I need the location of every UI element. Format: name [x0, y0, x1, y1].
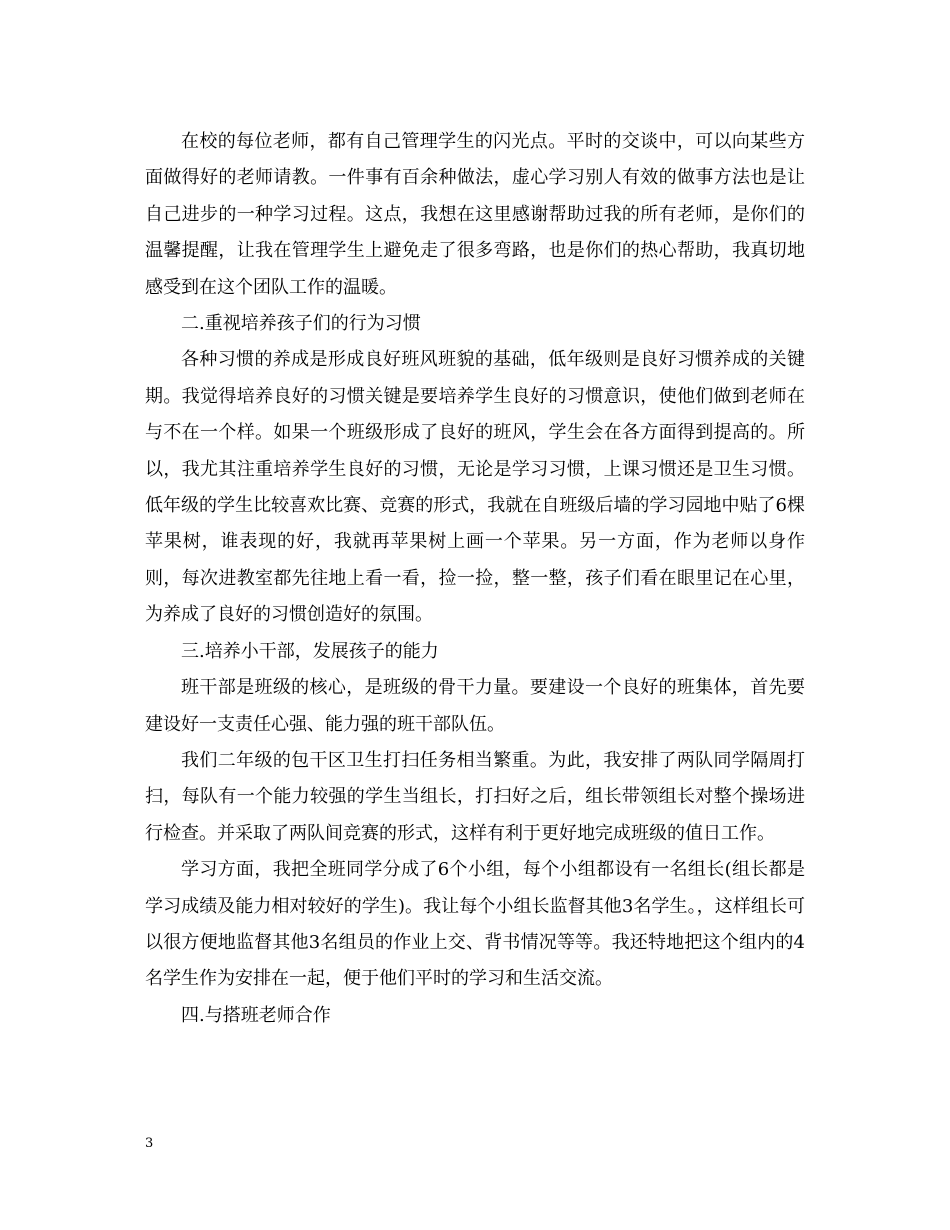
document-body: [145, 124, 805, 1034]
paragraph-class-cadres: 班干部是班级的核心，是班级的骨干力量。要建设一个良好的班集体，首先要建设好一支责任心强、能力强的班干部队伍。: [145, 677, 805, 735]
section-heading-class-cadres: 三.培养小干部，发展孩子的能力: [181, 640, 439, 662]
section-heading-habits: 二.重视培养孩子们的行为习惯: [181, 313, 421, 335]
section-heading-cooperation: 四.与搭班老师合作: [181, 1004, 331, 1026]
paragraph-habits: 各种习惯的养成是形成良好班风班貌的基础，低年级则是良好习惯养成的关键期。我觉得培养良好的习惯关键是要培养学生良好的习惯意识，使他们做到老师在与不在一个样。如果一个班级形成了良好的班风，学生会在各方面得到提高的。所以，我尤其注重培养学生良好的习惯，无论是学习习惯，上课习惯还是卫生习惯。低年级的学生比较喜欢比赛、竞赛的形式，我就在自班级后墙的学习园地中贴了6棵苹果树，谁表现的好，我就再苹果树上画一个苹果。另一方面，作为老师以身作则，每次进教室都先往地上看一看，捡一捡，整一整，孩子们看在眼里记在心里，为养成了良好的习惯创造好的氛围。: [145, 349, 805, 626]
paragraph-cleaning-duty: 我们二年级的包干区卫生打扫任务相当繁重。为此，我安排了两队同学隔周打扫，每队有一个能力较强的学生当组长，打扫好之后，组长带领组长对整个操场进行检查。并采取了两队间竞赛的形式，这样有利于更好地完成班级的值日工作。: [145, 749, 805, 844]
paragraph-teacher-learning: 在校的每位老师，都有自己管理学生的闪光点。平时的交谈中，可以向某些方面做得好的老师请教。一件事有百余种做法，虚心学习别人有效的做事方法也是让自己进步的一种学习过程。这点，我想在这里感谢帮助过我的所有老师，是你们的温馨提醒，让我在管理学生上避免走了很多弯路，也是你们的热心帮助，我真切地感受到在这个团队工作的温暖。: [145, 131, 805, 298]
paragraph-study-groups: 学习方面，我把全班同学分成了6个小组，每个小组都设有一名组长(组长都是学习成绩及能力相对较好的学生)。我让每个小组长监督其他3名学生。，这样组长可以很方便地监督其他3名组员的作业上交、背书情况等等。我还特地把这个组内的4名学生作为安排在一起，便于他们平时的学习和生活交流。: [145, 859, 805, 990]
page-number: 3: [145, 1136, 154, 1151]
